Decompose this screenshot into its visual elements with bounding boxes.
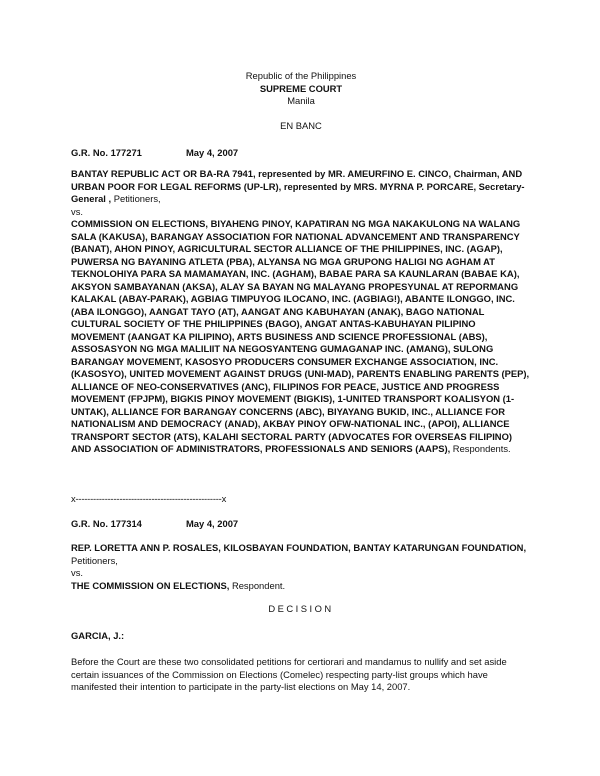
case-2-petitioners	[71, 542, 531, 567]
case-2-number: G.R. No. 177314	[71, 518, 142, 529]
case-1-petitioners-names: BANTAY REPUBLIC ACT OR BA-RA 7941, represented by MR. AMEURFINO E. CINCO, Chairman, AND URBAN POOR FOR LEGAL REFORMS (UP-LR), represented by MRS. MYRNA P. PORCARE, Secretary-General ,	[71, 168, 525, 204]
case-1-header	[71, 147, 531, 160]
case-1-respondents-role: Respondents.	[450, 443, 511, 454]
case-1-vs: vs.	[71, 205, 83, 217]
court-header	[71, 70, 531, 108]
case-2-petitioners-names: REP. LORETTA ANN P. ROSALES, KILOSBAYAN FOUNDATION, BANTAY KATARUNGAN FOUNDATION,	[71, 542, 527, 553]
case-2-date: May 4, 2007	[186, 518, 239, 529]
case-2-petitioners-role: Petitioners,	[71, 554, 118, 566]
case-2-respondents-role: Respondent.	[229, 579, 286, 591]
case-1-number: G.R. No. 177271	[71, 147, 142, 158]
case-1-parties	[71, 168, 531, 456]
case-2-header	[71, 518, 531, 531]
ponente: GARCIA, J.:	[71, 630, 125, 641]
court-location: Manila	[287, 95, 315, 106]
case-2-respondents-names: THE COMMISSION ON ELECTIONS,	[71, 579, 230, 591]
decision-heading: DECISION	[268, 603, 334, 614]
separator-line: x--------------------------------------------------x	[71, 493, 227, 504]
case-2-respondents	[71, 580, 531, 593]
en-banc-label: EN BANC	[280, 120, 322, 131]
case-1-date: May 4, 2007	[186, 147, 239, 158]
case-2-vs: vs.	[71, 567, 83, 578]
country-line: Republic of the Philippines	[245, 70, 357, 81]
case-1-petitioners-role: Petitioners,	[111, 193, 161, 204]
case-2-parties	[71, 542, 531, 592]
opening-paragraph: Before the Court are these two consolidated petitions for certiorari and mandamus to nullify and set aside certain issuances of the Commission on Elections (Comelec) respecting party-list groups which have manifested their intention to participate in the party-list elections on May 14, 2007.	[71, 656, 507, 692]
case-1-respondents	[71, 218, 531, 456]
case-1-respondents-names: COMMISSION ON ELECTIONS, BIYAHENG PINOY, KAPATIRAN NG MGA NAKAKULONG NA WALANG SALA (KAKUSA), BARANGAY ASSOCIATION FOR NATIONAL ADVANCEMENT AND TRANSPARENCY (BANAT), AHON PINOY, AGRICULTURAL SECTOR ALLIANCE OF THE PHILIPPINES, INC. (AGAP), PUWERSA NG BAYANING ATLETA (PBA), ALYANSA NG MGA GRUPONG HALIGI NG AGHAM AT TEKNOLOHIYA PARA SA MAMAMAYAN, INC. (AGHAM), BABAE PARA SA KAUNLARAN (BABAE KA), AKSYON SAMBAYANAN (AKSA), ALAY SA BAYAN NG MALAYANG PROPESYUNAL AT REPORMANG KALAKAL (ABAY-PARAK), AGBIAG TIMPUYOG ILOCANO, INC. (AGBIAG!), ABANTE ILONGGO, INC. (ABA ILONGGO), AANGAT TAYO (AT), AANGAT ANG KABUHAYAN (ANAK), BAGO NATIONAL CULTURAL SOCIETY OF THE PHILIPPINES (BAGO), ANGAT ANTAS-KABUHAYAN PILIPINO MOVEMENT (AANGAT KA PILIPINO), ARTS BUSINESS AND SCIENCE PROFESSIONAL (ABS), ASSOSASYON NG MGA MALILIIT NA NEGOSYANTENG GUMAGANAP INC. (AMANG), SULONG BARANGAY MOVEMENT, KASOSYO PRODUCERS CONSUMER EXCHANGE ASSOCIATION, INC. (KASOSYO), UNITED MOVEMENT AGAINST DRUGS (UNI-MAD), PARENTS ENABLING PARENTS (PEP), ALLIANCE OF NEO-CONSERVATIVES (ANC), FILIPINOS FOR PEACE, JUSTICE AND PROGRESS MOVEMENT (FPJPM), BIGKIS PINOY MOVEMENT (BIGKIS), 1-UNITED TRANSPORT KOALISYON (1-UNTAK), ALLIANCE FOR BARANGAY CONCERNS (ABC), BIYAYANG BUKID, INC., ALLIANCE FOR NATIONALISM AND DEMOCRACY (ANAD), AKBAY PINOY OFW-NATIONAL INC., (APOI), ALLIANCE TRANSPORT SECTOR (ATS), KALAHI SECTORAL PARTY (ADVOCATES FOR OVERSEAS FILIPINO) AND ASSOCIATION OF ADMINISTRATORS, PROFESSIONALS AND SENIORS (AAPS),	[71, 218, 530, 454]
court-name: SUPREME COURT	[259, 82, 343, 94]
case-1-petitioners	[71, 168, 531, 206]
